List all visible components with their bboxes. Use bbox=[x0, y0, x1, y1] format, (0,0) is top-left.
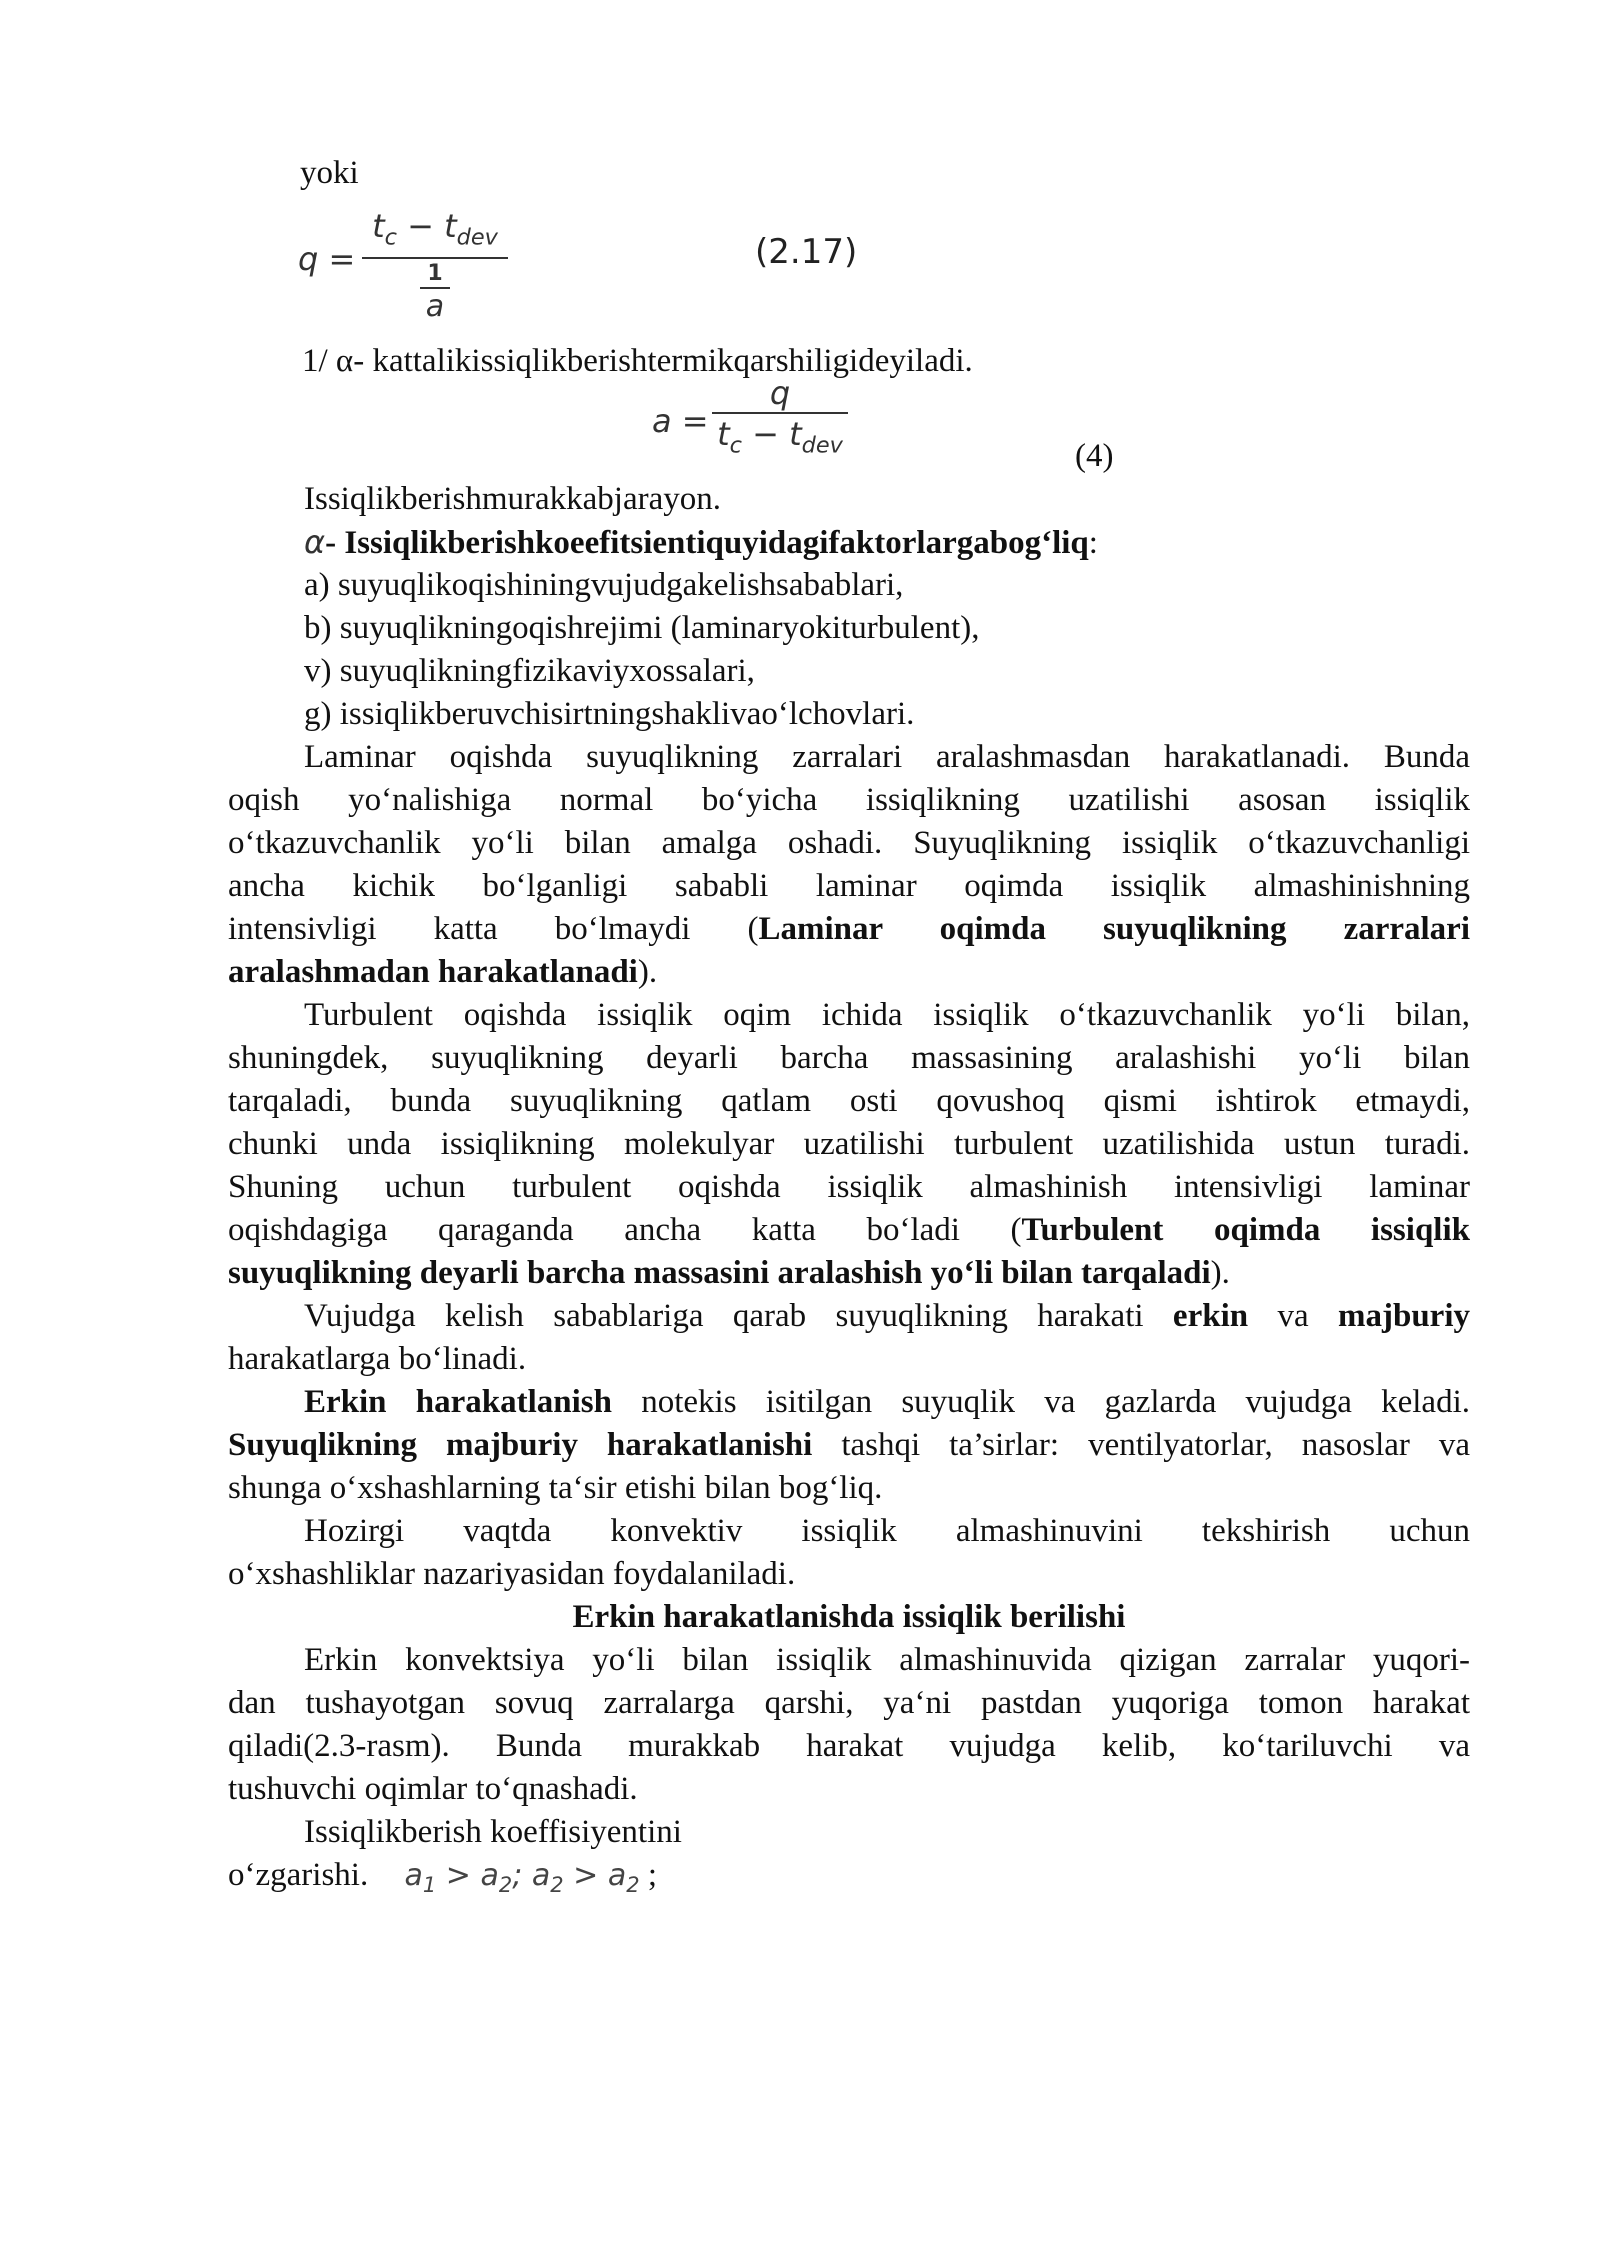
para-laminar-line-2: oqish yo‘nalishiga normal bo‘yicha issiqlikning uzatilishi asosan issiqlik bbox=[228, 782, 1470, 818]
para-motion-line-1: Vujudga kelish sabablariga qarab suyuqlikning harakati erkin va majburiy bbox=[304, 1298, 1470, 1334]
para-turbulent-line-7: suyuqlikning deyarli barcha massasini aralashish yo‘li bilan tarqaladi). bbox=[228, 1255, 1230, 1291]
para-laminar-line-6: aralashmadan harakatlanadi). bbox=[228, 954, 658, 990]
eq4-numerator: q bbox=[769, 374, 791, 412]
eq4-number: (4) bbox=[1075, 438, 1114, 474]
para-free-motion-line-3: shunga o‘xshashlarning ta‘sir etishi bilan bog‘liq. bbox=[228, 1470, 883, 1506]
list-item-v: v) suyuqlikningfizikaviyxossalari, bbox=[304, 653, 755, 689]
eq217-den-den: a bbox=[425, 289, 445, 325]
para-motion-line-2: harakatlarga bo‘linadi. bbox=[228, 1341, 527, 1377]
line-factors-heading: α- Issiqlikberishkoeefitsientiquyidagifaktorlargabog‘liq: bbox=[304, 523, 1098, 561]
para-turbulent-line-5: Shuning uchun turbulent oqishda issiqlik almashinish intensivligi laminar bbox=[228, 1169, 1470, 1205]
para-turbulent-line-4: chunki unda issiqlikning molekulyar uzatilishi turbulent uzatilishida ustun turadi. bbox=[228, 1126, 1470, 1162]
eq4-fraction bbox=[712, 374, 848, 465]
line-complex-process: Issiqlikberishmurakkabjarayon. bbox=[304, 481, 721, 517]
para-turbulent-line-1: Turbulent oqishda issiqlik oqim ichida issiqlik o‘tkazuvchanlik yo‘li bilan, bbox=[304, 997, 1470, 1033]
eq217-number: (2.17) bbox=[755, 232, 858, 272]
definition-line: 1/ α- kattalikissiqlikberishtermikqarshiligideyiladi. bbox=[302, 343, 973, 379]
list-item-a: a) suyuqlikoqishiningvujudgakelishsabablari, bbox=[304, 567, 904, 603]
eq4-lhs: a = bbox=[652, 402, 709, 440]
para-turbulent-line-2: shuningdek, suyuqlikning deyarli barcha massasining aralashishi yo‘li bilan bbox=[228, 1040, 1470, 1076]
eq217-fraction bbox=[362, 206, 508, 325]
para-coefficient-line-1: Issiqlikberish koeffisiyentini bbox=[304, 1814, 682, 1850]
para-similarity-line-1: Hozirgi vaqtda konvektiv issiqlik almashinuvini tekshirish uchun bbox=[304, 1513, 1470, 1549]
para-free-motion-line-2: Suyuqlikning majburiy harakatlanishi tashqi ta’sirlar: ventilyatorlar, nasoslar va bbox=[228, 1427, 1470, 1463]
eq217-numerator: $t_c - t_{dev}$ bbox=[372, 207, 498, 251]
eq217-bar bbox=[362, 257, 508, 259]
eq4-denominator: $t_c - t_{dev}$ bbox=[717, 415, 843, 459]
para-laminar-line-4: ancha kichik bo‘lganligi sababli laminar oqimda issiqlik almashinishning bbox=[228, 868, 1470, 904]
para-laminar-line-3: o‘tkazuvchanlik yo‘li bilan amalga oshadi. Suyuqlikning issiqlik o‘tkazuvchanligi bbox=[228, 825, 1470, 861]
para-convection-line-3: qiladi(2.3-rasm). Bunda murakkab harakat vujudga kelib, ko‘tariluvchi va bbox=[228, 1728, 1470, 1764]
para-similarity-line-2: o‘xshashliklar nazariyasidan foydalaniladi. bbox=[228, 1556, 796, 1592]
list-item-b: b) suyuqlikningoqishrejimi (laminaryokiturbulent), bbox=[304, 610, 980, 646]
para-free-motion-line-1: Erkin harakatlanish notekis isitilgan suyuqlik va gazlarda vujudga keladi. bbox=[304, 1384, 1470, 1420]
para-turbulent-line-3: tarqaladi, bunda suyuqlikning qatlam osti qovushoq qismi ishtirok etmaydi, bbox=[228, 1083, 1470, 1119]
para-coefficient-line-2: o‘zgarishi. $a_1 > a_2$; $a_2 > a_2$ ; bbox=[228, 1857, 658, 1897]
text-yoki: yoki bbox=[300, 155, 359, 191]
coefficient-inequality: $a_1 > a_2$; $a_2 > a_2$ bbox=[404, 1858, 640, 1897]
para-laminar-line-5: intensivligi katta bo‘lmaydi (Laminar oqimda suyuqlikning zarralari bbox=[228, 911, 1470, 947]
para-convection-line-4: tushuvchi oqimlar to‘qnashadi. bbox=[228, 1771, 638, 1807]
eq217-den-num: 1 bbox=[427, 261, 443, 287]
eq217-lhs: q = bbox=[298, 240, 356, 278]
para-convection-line-1: Erkin konvektsiya yo‘li bilan issiqlik almashinuvida qizigan zarralar yuqori- bbox=[304, 1642, 1470, 1678]
section-heading: Erkin harakatlanishda issiqlik berilishi bbox=[572, 1599, 1126, 1635]
para-turbulent-line-6: oqishdagiga qaraganda ancha katta bo‘ladi (Turbulent oqimda issiqlik bbox=[228, 1212, 1470, 1248]
para-convection-line-2: dan tushayotgan sovuq zarralarga qarshi, ya‘ni pastdan yuqoriga tomon harakat bbox=[228, 1685, 1470, 1721]
para-laminar-line-1: Laminar oqishda suyuqlikning zarralari aralashmasdan harakatlanadi. Bunda bbox=[304, 739, 1470, 775]
list-item-g: g) issiqlikberuvchisirtningshaklivao‘lchovlari. bbox=[304, 696, 915, 732]
